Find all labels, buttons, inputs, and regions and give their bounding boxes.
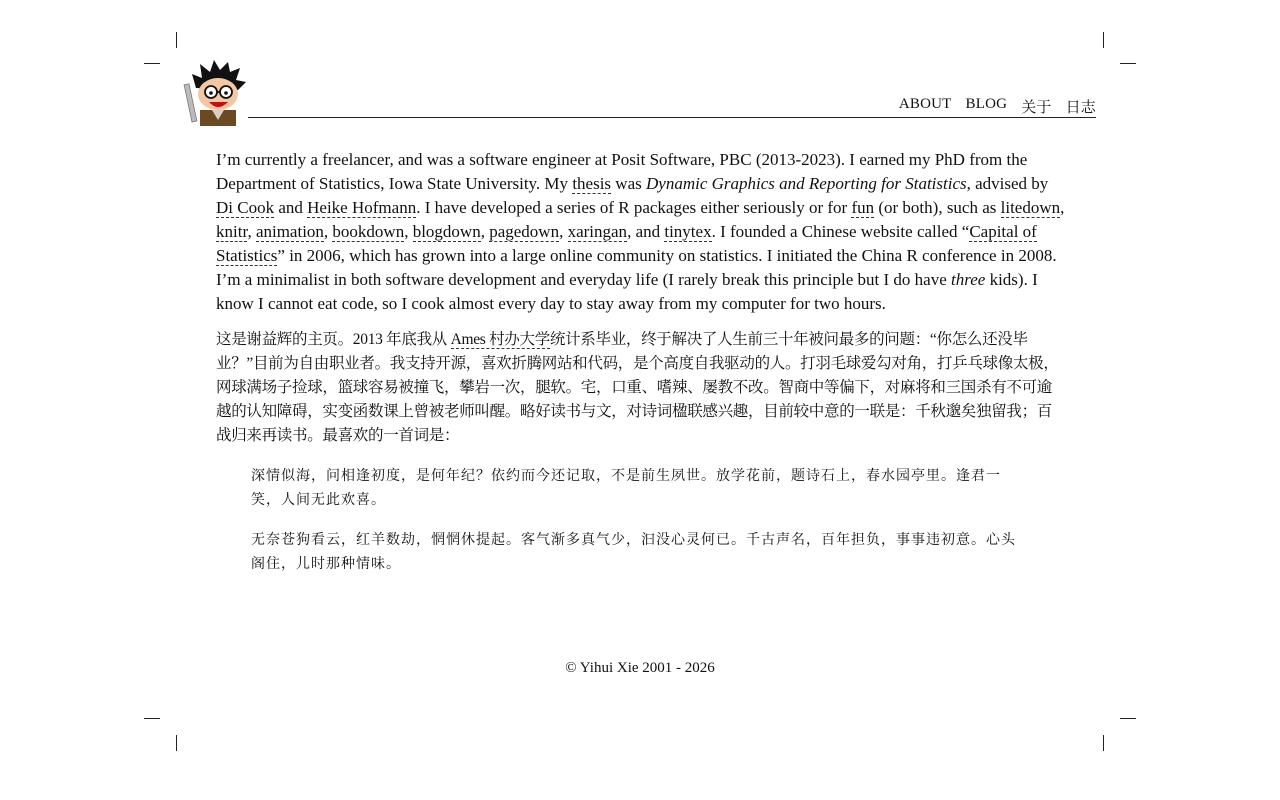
site-header <box>180 58 1096 128</box>
intro-text: , and <box>627 222 665 241</box>
intro-text: . I have developed a series of R packages either seriously or for <box>416 198 852 217</box>
crop-mark <box>1120 718 1136 719</box>
nav-item-about-zh[interactable]: 关于 <box>1021 100 1052 116</box>
poem-stanza-1: 深情似海，问相逢初度，是何年纪？依约而今还记取，不是前生夙世。放学花前，题诗石上，春水园亭里。逢君一笑，人间无此欢喜。 <box>251 468 1001 508</box>
crop-mark <box>1103 32 1104 48</box>
nav-item-journal-zh[interactable]: 日志 <box>1065 100 1096 116</box>
main-content <box>216 148 1066 592</box>
tinytex-link[interactable]: tinytex <box>664 222 712 241</box>
litedown-link[interactable]: litedown <box>1000 198 1061 217</box>
capital-of-statistics-link[interactable]: Capital of Statistics <box>216 222 1037 265</box>
intro-text: was <box>611 174 646 193</box>
crop-mark <box>1103 735 1104 751</box>
thesis-link[interactable]: thesis <box>572 174 612 193</box>
blogdown-link[interactable]: blogdown <box>412 222 481 241</box>
avatar-home-link[interactable] <box>182 58 250 126</box>
di-cook-link[interactable]: Di Cook <box>216 198 275 217</box>
main-nav <box>885 96 1096 117</box>
crop-mark <box>144 718 160 719</box>
intro-text: ” in 2006, which has grown into a large online community on statistics. I initiated the China R conference in 2008. I’m a minimalist in both software development and everyday life (I rarely break this principle but I do have <box>216 246 1057 289</box>
xaringan-link[interactable]: xaringan <box>567 222 628 241</box>
zh-text: 统计系毕业，终于解决了人生前三十年被问最多的问题：“你怎么还没毕业？”目前为自由职业者。我支持开源，喜欢折腾网站和代码，是个高度自我驱动的人。打羽毛球爱勾对角，打乒乓球像太极，网球满场子捡球，篮球容易被撞飞，攀岩一次，腿软。宅，口重、嗜辣、屡教不改。智商中等偏下，对麻将和三国杀有不可逾越的认知障碍，实变函数课上曾被老师叫醒。略好读书与文，对诗词楹联感兴趣，目前较中意的一联是：千秋邈矣独留我；百战归来再读书。最喜欢的一首词是： <box>216 331 1059 444</box>
poem-stanza-2: 无奈苍狗看云，红羊数劫，惘惘休提起。客气渐多真气少，汩没心灵何已。千古声名，百年担负，事事违初意。心头阁住，儿时那种情味。 <box>251 532 1016 572</box>
heike-hofmann-link[interactable]: Heike Hofmann <box>307 198 417 217</box>
bookdown-link[interactable]: bookdown <box>332 222 405 241</box>
intro-paragraph: I’m currently a freelancer, and was a software engineer at Posit Software, PBC (2013-2023). I earned my PhD from the Department of Statistics, Iowa State University. My thesis was Dynamic Graphics and Reporting for Statistics, advised by Di Cook and Heike Hofmann. I have developed a series of R packages either seriously or for fun (or both), such as litedown, knitr, animation, bookdown, blogdown, pagedown, xaringan, and tinytex. I founded a Chinese website called “Capital of Statistics” in 2006, which has grown into a large online community on statistics. I initiated the China R conference in 2008. I’m a minimalist in both software development and everyday life (I rarely break this principle but I do have three kids). I know I cannot eat code, so I cook almost every day to stay away from my computer for two hours. <box>216 150 1065 313</box>
ames-university-link[interactable]: Ames 村办大学 <box>450 331 550 348</box>
crop-mark <box>1120 63 1136 64</box>
crop-mark <box>176 735 177 751</box>
crop-mark <box>144 63 160 64</box>
chinese-intro-paragraph <box>216 328 1066 448</box>
animation-link[interactable]: animation <box>255 222 324 241</box>
footer-copyright: © Yihui Xie 2001 - 2026 <box>565 660 715 676</box>
intro-text: and <box>274 198 308 217</box>
intro-text: . I founded a Chinese website called “ <box>711 222 970 241</box>
intro-text: I’m currently a freelancer, and was a software engineer at Posit Software, PBC (2013-2023). I earned my PhD from the Department of Statistics, Iowa State University. My <box>216 150 1028 193</box>
nav-item-blog[interactable]: BLOG <box>965 96 1008 112</box>
thesis-title: Dynamic Graphics and Reporting for Statistics <box>646 174 967 193</box>
intro-text: (or both), such as <box>874 198 1001 217</box>
crop-mark <box>176 32 177 48</box>
zh-text: 这是谢益辉的主页。2013 年底我从 <box>216 331 451 348</box>
three-emphasis: three <box>951 270 986 289</box>
intro-text: kids). I know I cannot eat code, so I cook almost every day to stay away from my computer for two hours. <box>216 270 1038 313</box>
fun-link[interactable]: fun <box>851 198 875 217</box>
knitr-link[interactable]: knitr <box>216 222 248 241</box>
nav-item-about[interactable]: ABOUT <box>898 96 952 112</box>
poem-quote <box>216 464 1066 576</box>
cartoon-avatar-icon <box>182 58 250 126</box>
intro-text: , advised by <box>966 174 1049 193</box>
header-rule <box>248 117 1096 118</box>
pagedown-link[interactable]: pagedown <box>489 222 560 241</box>
